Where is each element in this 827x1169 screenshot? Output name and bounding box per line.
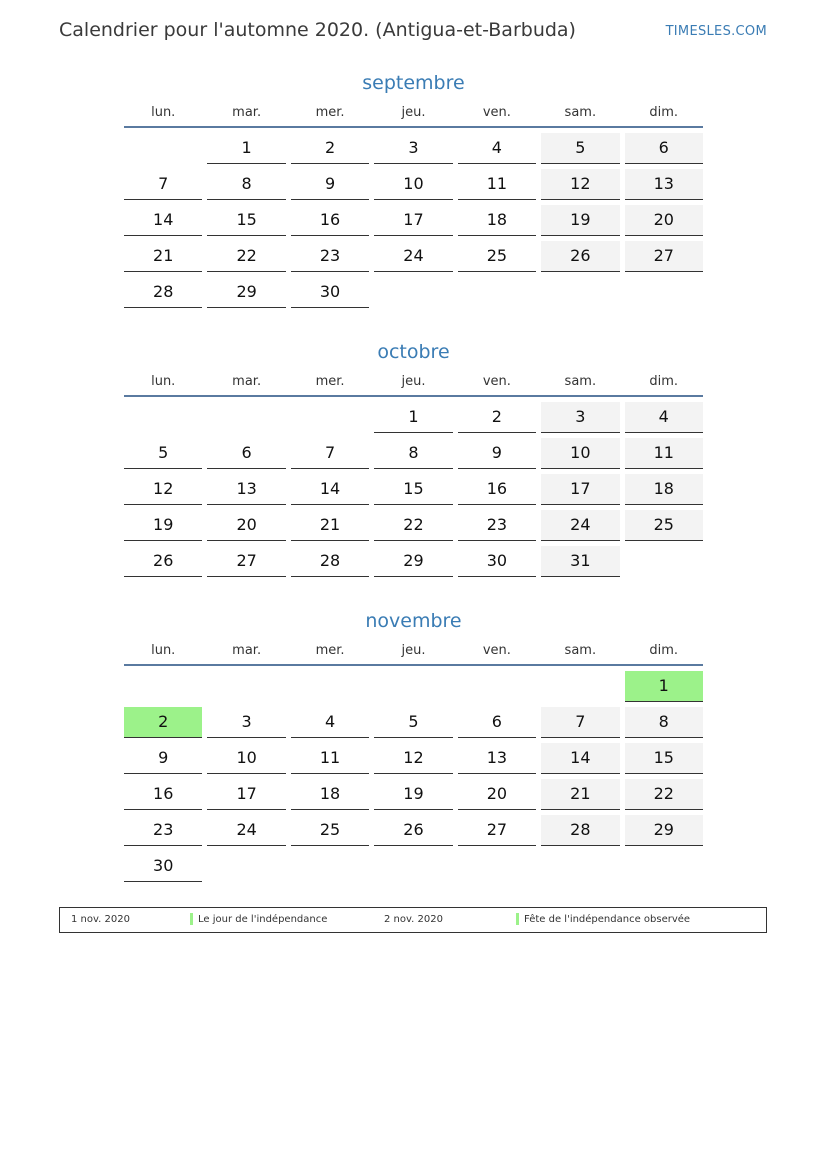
day-cell: 13	[207, 474, 285, 505]
day-cell: 21	[541, 779, 619, 810]
day-cell: 3	[207, 707, 285, 738]
day-cell: 11	[625, 438, 703, 469]
month-name: novembre	[365, 610, 462, 632]
week-row	[124, 743, 703, 774]
day-cell: 11	[458, 169, 536, 200]
day-cell: 28	[291, 546, 369, 577]
page-title: Calendrier pour l'automne 2020. (Antigua-et-Barbuda)	[59, 19, 576, 41]
day-cell: 3	[541, 402, 619, 433]
weekday-label: lun.	[151, 374, 176, 389]
day-cell: 23	[291, 241, 369, 272]
day-cell: 18	[291, 779, 369, 810]
empty-day-cell	[374, 277, 452, 307]
day-cell: 12	[124, 474, 202, 505]
week-row	[124, 438, 703, 469]
day-cell: 24	[374, 241, 452, 272]
day-cell: 17	[541, 474, 619, 505]
day-cell: 21	[124, 241, 202, 272]
legend-color-swatch-2	[516, 913, 519, 925]
empty-day-cell	[291, 851, 369, 881]
day-cell: 13	[625, 169, 703, 200]
day-cell: 1	[374, 402, 452, 433]
day-cell: 26	[374, 815, 452, 846]
week-row	[124, 779, 703, 810]
day-cell: 30	[291, 277, 369, 308]
legend-label-2: Fête de l'indépendance observée	[524, 914, 691, 925]
weekday-label: mer.	[315, 105, 345, 120]
day-cell: 1	[207, 133, 285, 164]
legend-color-swatch-1	[190, 913, 193, 925]
week-row	[124, 133, 703, 164]
day-cell: 6	[458, 707, 536, 738]
weekday-label: lun.	[151, 105, 176, 120]
weekday-label: sam.	[564, 643, 597, 658]
day-cell: 9	[291, 169, 369, 200]
day-cell: 27	[207, 546, 285, 577]
day-cell: 22	[625, 779, 703, 810]
empty-day-cell	[291, 671, 369, 701]
weekday-label: jeu.	[401, 374, 426, 389]
weekday-label: mar.	[232, 374, 262, 389]
day-cell: 4	[625, 402, 703, 433]
empty-day-cell	[625, 546, 703, 576]
day-cell: 21	[291, 510, 369, 541]
empty-day-cell	[541, 851, 619, 881]
day-cell: 26	[541, 241, 619, 272]
day-cell: 20	[207, 510, 285, 541]
day-cell: 2	[458, 402, 536, 433]
week-row	[124, 205, 703, 236]
day-cell: 20	[625, 205, 703, 236]
weekday-label: dim.	[649, 105, 679, 120]
day-cell: 2	[291, 133, 369, 164]
weekday-label: jeu.	[401, 105, 426, 120]
day-cell: 24	[541, 510, 619, 541]
empty-day-cell	[291, 402, 369, 432]
day-cell: 20	[458, 779, 536, 810]
day-cell: 17	[207, 779, 285, 810]
weekday-header-row	[124, 643, 703, 666]
month-name: octobre	[377, 341, 450, 363]
day-cell: 23	[458, 510, 536, 541]
day-cell: 19	[541, 205, 619, 236]
empty-day-cell	[541, 671, 619, 701]
empty-day-cell	[541, 277, 619, 307]
day-cell: 5	[374, 707, 452, 738]
day-cell: 14	[124, 205, 202, 236]
day-cell: 7	[291, 438, 369, 469]
legend-label-1: Le jour de l'indépendance	[198, 914, 328, 925]
week-row	[124, 277, 703, 308]
brand-link[interactable]: TIMESLES.COM	[665, 24, 767, 39]
empty-day-cell	[625, 851, 703, 881]
day-cell: 17	[374, 205, 452, 236]
day-cell: 12	[541, 169, 619, 200]
day-cell: 29	[374, 546, 452, 577]
week-row	[124, 851, 703, 882]
day-cell: 10	[541, 438, 619, 469]
day-cell: 4	[458, 133, 536, 164]
day-cell: 6	[207, 438, 285, 469]
day-cell: 22	[207, 241, 285, 272]
day-cell: 5	[124, 438, 202, 469]
weekday-label: ven.	[482, 374, 511, 389]
day-cell: 16	[291, 205, 369, 236]
weekday-label: sam.	[564, 105, 597, 120]
empty-day-cell	[124, 671, 202, 701]
day-cell: 30	[458, 546, 536, 577]
day-cell: 14	[291, 474, 369, 505]
week-row	[124, 241, 703, 272]
day-cell: 24	[207, 815, 285, 846]
empty-day-cell	[207, 851, 285, 881]
day-cell: 10	[374, 169, 452, 200]
empty-day-cell	[207, 402, 285, 432]
month-octobre	[124, 341, 703, 582]
legend-date-2: 2 nov. 2020	[384, 914, 443, 925]
month-septembre	[124, 72, 703, 313]
empty-day-cell	[458, 851, 536, 881]
day-cell: 25	[625, 510, 703, 541]
day-cell: 8	[374, 438, 452, 469]
day-cell: 31	[541, 546, 619, 577]
weekday-label: dim.	[649, 643, 679, 658]
day-cell: 30	[124, 851, 202, 882]
day-cell: 9	[458, 438, 536, 469]
empty-day-cell	[374, 671, 452, 701]
weekday-label: ven.	[482, 643, 511, 658]
day-cell: 4	[291, 707, 369, 738]
empty-day-cell	[124, 133, 202, 163]
day-cell: 25	[291, 815, 369, 846]
month-novembre	[124, 610, 703, 887]
day-cell: 9	[124, 743, 202, 774]
holiday-legend	[59, 907, 767, 933]
day-cell: 8	[207, 169, 285, 200]
day-cell: 25	[458, 241, 536, 272]
week-row	[124, 546, 703, 577]
weekday-label: mer.	[315, 643, 345, 658]
day-cell: 15	[207, 205, 285, 236]
day-cell: 15	[625, 743, 703, 774]
day-cell: 27	[458, 815, 536, 846]
empty-day-cell	[207, 671, 285, 701]
weekday-label: mar.	[232, 105, 262, 120]
weekday-label: jeu.	[401, 643, 426, 658]
empty-day-cell	[124, 402, 202, 432]
day-cell: 6	[625, 133, 703, 164]
week-row	[124, 474, 703, 505]
week-row	[124, 815, 703, 846]
day-cell: 8	[625, 707, 703, 738]
week-row	[124, 671, 703, 702]
empty-day-cell	[458, 671, 536, 701]
empty-day-cell	[458, 277, 536, 307]
day-cell: 18	[625, 474, 703, 505]
day-cell: 19	[374, 779, 452, 810]
weekday-header-row	[124, 374, 703, 397]
day-cell: 7	[124, 169, 202, 200]
day-cell: 2	[124, 707, 202, 738]
weekday-label: mer.	[315, 374, 345, 389]
day-cell: 29	[625, 815, 703, 846]
day-cell: 16	[124, 779, 202, 810]
week-row	[124, 707, 703, 738]
day-cell: 28	[541, 815, 619, 846]
day-cell: 13	[458, 743, 536, 774]
month-name: septembre	[362, 72, 465, 94]
day-cell: 22	[374, 510, 452, 541]
day-cell: 12	[374, 743, 452, 774]
week-row	[124, 169, 703, 200]
weekday-label: mar.	[232, 643, 262, 658]
day-cell: 14	[541, 743, 619, 774]
day-cell: 10	[207, 743, 285, 774]
day-cell: 23	[124, 815, 202, 846]
weekday-label: ven.	[482, 105, 511, 120]
day-cell: 28	[124, 277, 202, 308]
week-row	[124, 510, 703, 541]
day-cell: 27	[625, 241, 703, 272]
day-cell: 26	[124, 546, 202, 577]
legend-date-1: 1 nov. 2020	[71, 914, 130, 925]
day-cell: 7	[541, 707, 619, 738]
day-cell: 19	[124, 510, 202, 541]
day-cell: 16	[458, 474, 536, 505]
week-row	[124, 402, 703, 433]
weekday-header-row	[124, 105, 703, 128]
weekday-label: lun.	[151, 643, 176, 658]
weekday-label: dim.	[649, 374, 679, 389]
day-cell: 5	[541, 133, 619, 164]
day-cell: 11	[291, 743, 369, 774]
day-cell: 18	[458, 205, 536, 236]
empty-day-cell	[625, 277, 703, 307]
day-cell: 3	[374, 133, 452, 164]
day-cell: 29	[207, 277, 285, 308]
empty-day-cell	[374, 851, 452, 881]
weekday-label: sam.	[564, 374, 597, 389]
day-cell: 15	[374, 474, 452, 505]
day-cell: 1	[625, 671, 703, 702]
